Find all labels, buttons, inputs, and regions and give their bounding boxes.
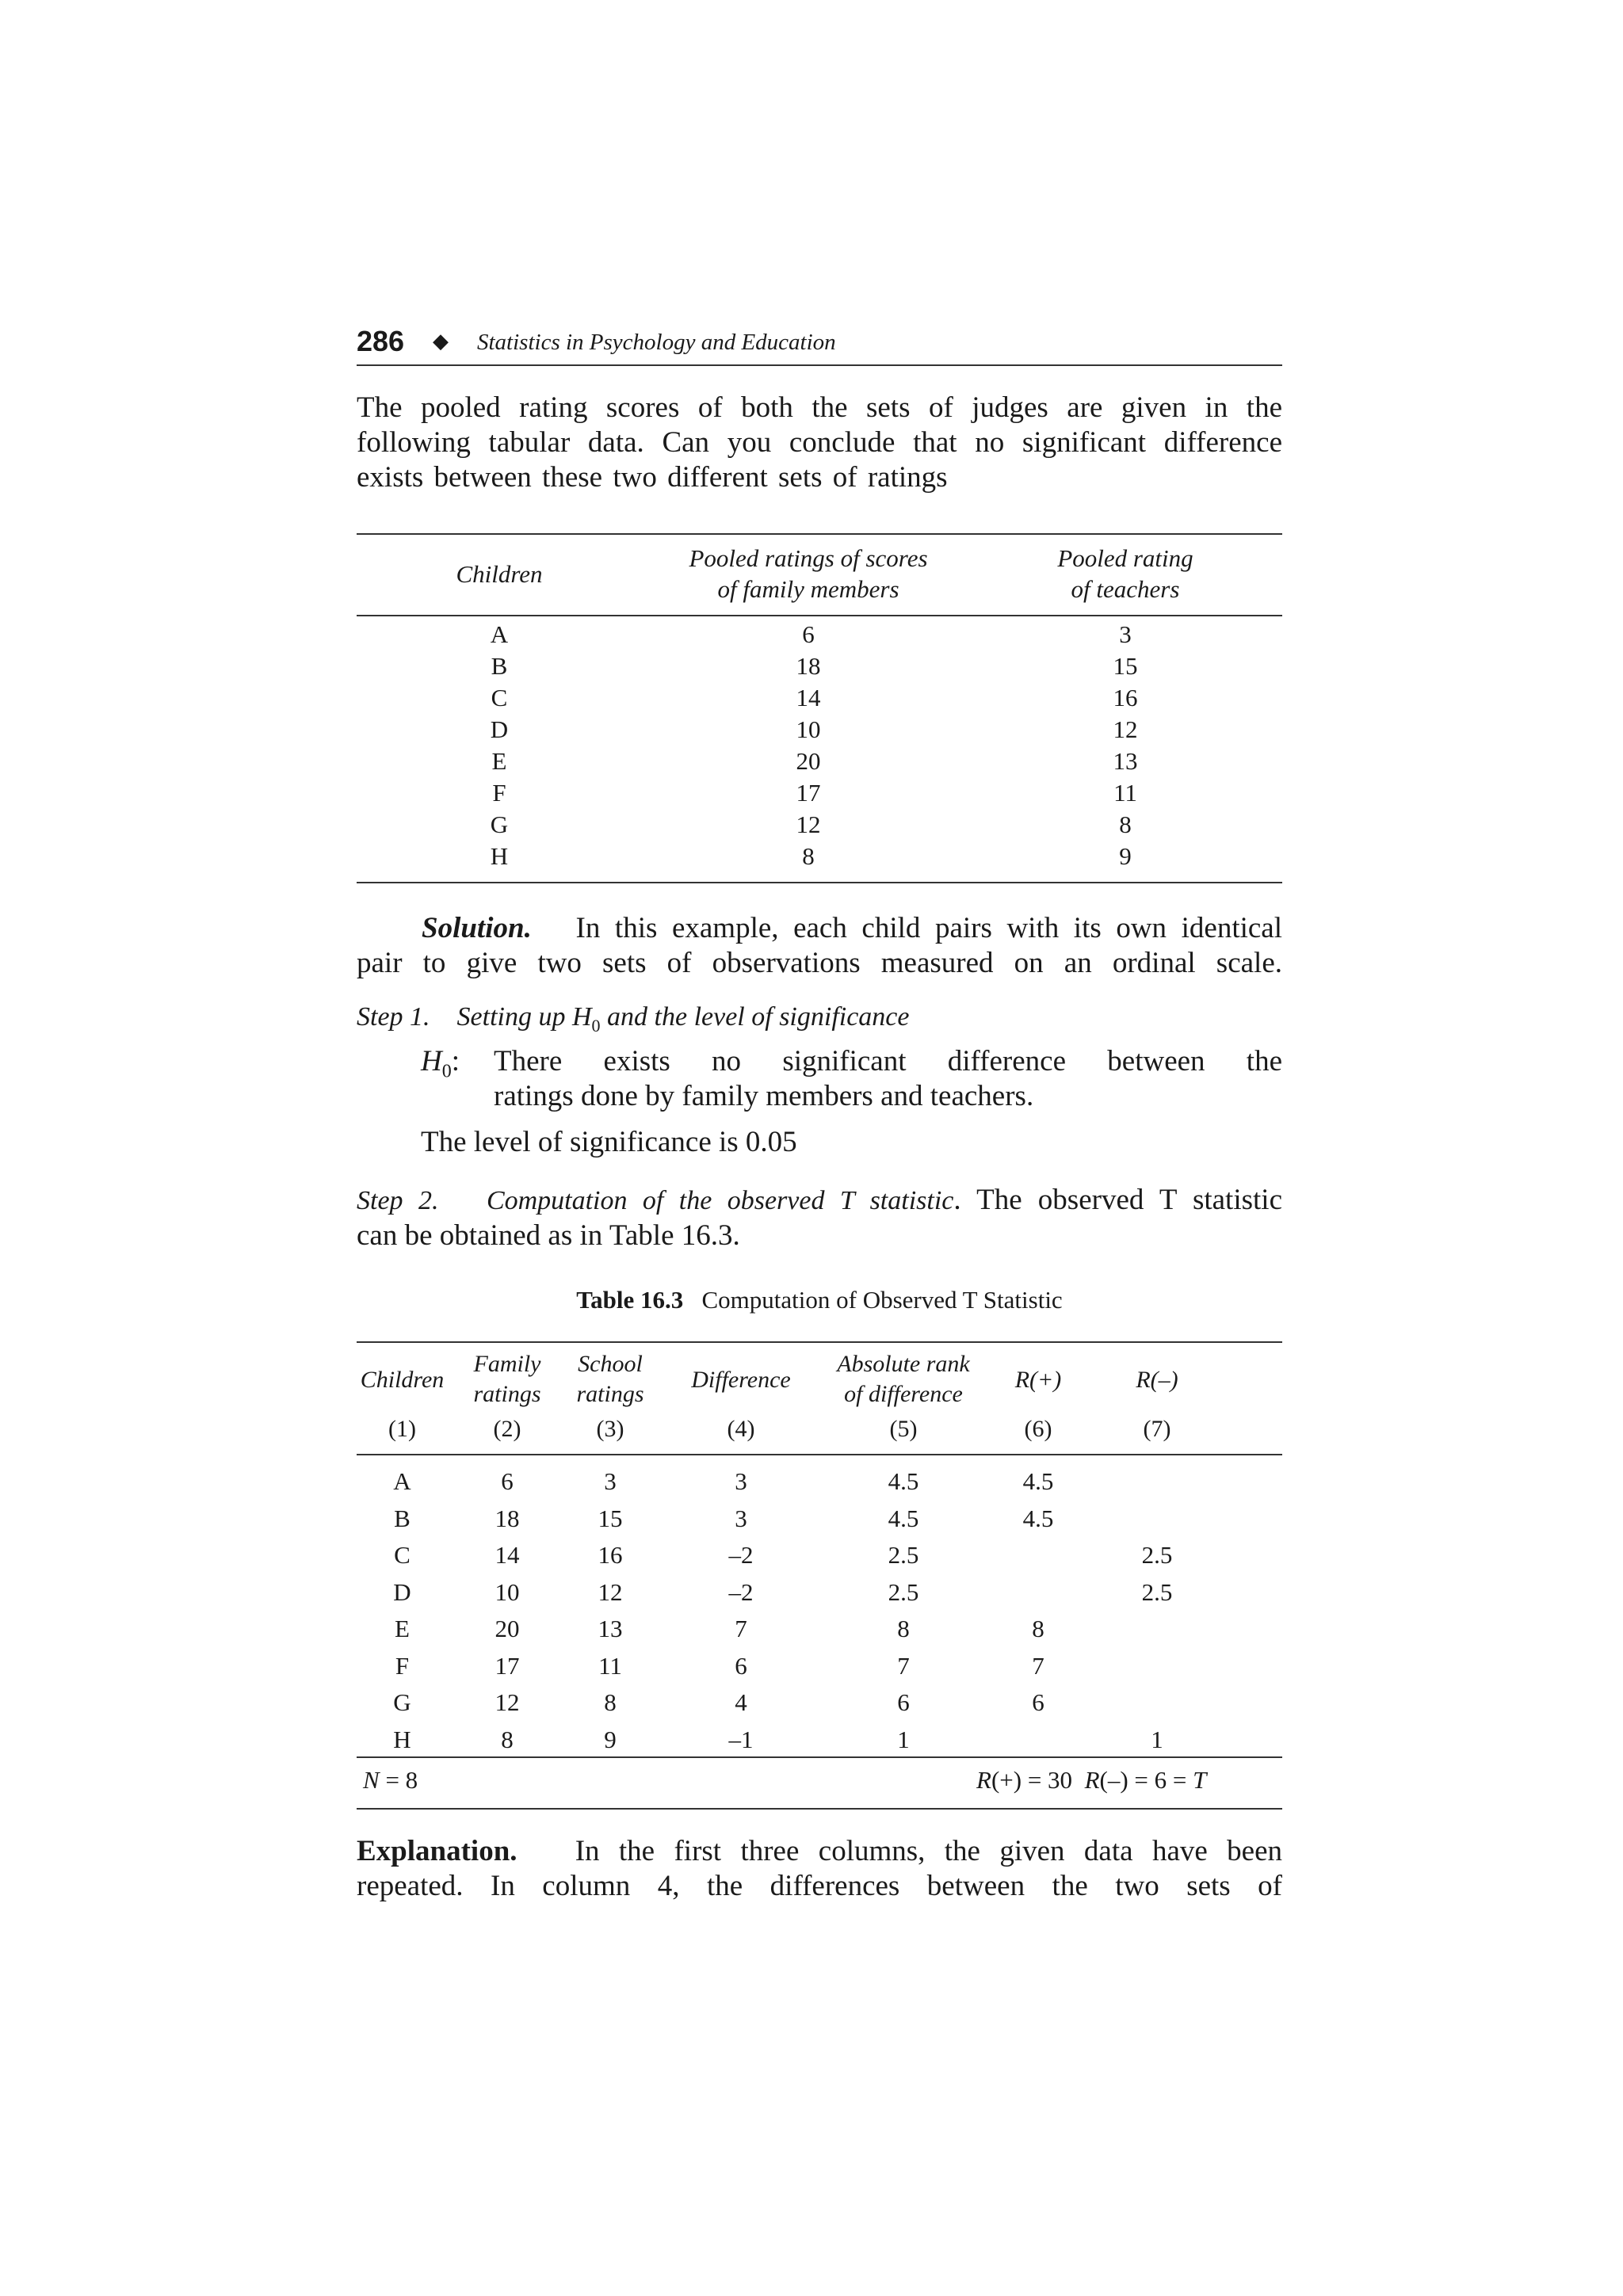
cell-teachers: 12 (1113, 715, 1138, 743)
cell-school: 3 (604, 1467, 617, 1495)
cell-child: F (395, 1651, 410, 1680)
step2-label: Step 2. (357, 1186, 439, 1215)
cell-teachers: 16 (1113, 684, 1138, 711)
header-family-line2: of family members (717, 575, 899, 603)
cell-family: 20 (796, 747, 821, 775)
explanation-line (357, 1834, 1282, 1869)
table-row (357, 1463, 1282, 1500)
cell-teachers: 9 (1119, 842, 1132, 870)
col-number: (1) (388, 1416, 416, 1442)
h0-var: H (421, 1045, 442, 1077)
cell-child: D (393, 1577, 411, 1606)
cell-family: 14 (796, 684, 821, 711)
table-row (357, 1722, 1282, 1758)
cell-rminus: 2.5 (1141, 1577, 1173, 1606)
col-number: (7) (1143, 1416, 1171, 1442)
step1-heading-text: Setting up (456, 1002, 566, 1032)
cell-family: 6 (501, 1467, 514, 1495)
step1-heading-text: and the level of significance (607, 1002, 910, 1032)
cell-family: 6 (802, 620, 815, 648)
n-variable: N (363, 1766, 380, 1794)
page-number: 286 (357, 325, 405, 357)
cell-family: 8 (802, 842, 815, 870)
cell-family: 10 (495, 1577, 520, 1606)
cell-rank: 2.5 (888, 1541, 919, 1569)
cell-rplus: 8 (1032, 1615, 1044, 1642)
cell-child: F (492, 779, 506, 807)
cell-family: 18 (796, 652, 821, 680)
table-row (357, 650, 1282, 682)
table-header (357, 1343, 1282, 1455)
cell-rank: 7 (897, 1651, 910, 1680)
header-difference: Difference (691, 1367, 791, 1393)
solution-line (357, 911, 1282, 946)
cell-diff: 3 (735, 1467, 747, 1495)
diamond-icon: ◆ (433, 330, 449, 353)
step2-paragraph (357, 1183, 1282, 1253)
cell-school: 9 (604, 1725, 617, 1753)
cell-family: 12 (796, 810, 821, 838)
header-rank-line2: of difference (844, 1381, 963, 1407)
h0-line: There exists no significant difference between the (494, 1045, 1282, 1077)
h0-label (421, 1044, 460, 1089)
table-row (357, 746, 1282, 777)
col-number: (3) (596, 1416, 624, 1442)
header-teachers-line2: of teachers (1071, 575, 1180, 603)
explanation-paragraph (357, 1834, 1282, 1904)
book-title: Statistics in Psychology and Education (477, 330, 836, 355)
h0-line: ratings done by family members and teachers. (494, 1080, 1034, 1112)
step2-line: can be obtained as in Table 16.3. (357, 1219, 740, 1252)
cell-rank: 4.5 (888, 1467, 919, 1495)
cell-family: 18 (495, 1504, 520, 1532)
solution-line: pair to give two sets of observations measured on an ordinal scale. (357, 947, 1282, 979)
cell-rminus: 1 (1151, 1725, 1163, 1753)
cell-school: 11 (598, 1651, 622, 1680)
col-number: (5) (889, 1416, 918, 1442)
cell-child: H (393, 1725, 411, 1753)
header-r-minus: R(–) (1136, 1367, 1178, 1393)
cell-diff: –2 (728, 1541, 754, 1569)
r-variable: R (1084, 1766, 1100, 1794)
header-children: Children (456, 560, 543, 588)
cell-child: C (394, 1541, 411, 1569)
footer-rule (357, 1756, 1282, 1758)
t-variable: T (1193, 1766, 1207, 1794)
cell-child: E (395, 1615, 410, 1642)
solution-text: In this example, each child pairs with its own identical (575, 912, 1283, 944)
cell-child: G (490, 810, 509, 838)
cell-child: H (490, 842, 509, 870)
cell-rplus: 4.5 (1022, 1467, 1054, 1495)
header-rank-line1: Absolute rank (837, 1351, 970, 1377)
table-row (357, 841, 1282, 872)
cell-child: B (491, 652, 508, 680)
header-family-line2: ratings (473, 1381, 541, 1407)
cell-rank: 1 (897, 1725, 910, 1753)
cell-rank: 4.5 (888, 1504, 919, 1532)
cell-rplus: 6 (1032, 1688, 1044, 1716)
cell-teachers: 3 (1119, 620, 1132, 648)
cell-rank: 6 (897, 1688, 910, 1716)
table-row (357, 619, 1282, 650)
cell-rplus: 4.5 (1022, 1504, 1054, 1532)
cell-child: C (491, 684, 508, 711)
step2-line (357, 1183, 1282, 1219)
col-number: (2) (493, 1416, 521, 1442)
cell-child: A (490, 620, 509, 648)
header-school-line2: ratings (576, 1381, 644, 1407)
cell-diff: 7 (735, 1615, 747, 1642)
r-plus-sum: (+) = 30 (991, 1766, 1073, 1794)
cell-child: D (490, 715, 509, 743)
footer-sums (976, 1763, 1206, 1798)
step2-heading: Computation of the observed T statistic (486, 1186, 954, 1215)
header-children: Children (360, 1367, 445, 1393)
cell-diff: 3 (735, 1504, 747, 1532)
intro-line: following tabular data. Can you conclude that no significant difference (357, 426, 1282, 459)
cell-teachers: 11 (1113, 779, 1137, 807)
explanation-label: Explanation. (357, 1835, 517, 1867)
step1-label: Step 1. (357, 1002, 430, 1032)
table-row (357, 1501, 1282, 1537)
table-row (357, 1684, 1282, 1721)
header-teachers-line1: Pooled rating (1057, 544, 1193, 572)
running-header (357, 320, 1282, 366)
intro-paragraph (357, 391, 1282, 495)
cell-teachers: 15 (1113, 652, 1138, 680)
header-family-line1: Pooled ratings of scores (689, 544, 928, 572)
table-caption-text: Computation of Observed T Statistic (701, 1286, 1063, 1314)
cell-family: 17 (495, 1651, 520, 1680)
step2-text: . The observed T statistic (953, 1184, 1282, 1216)
cell-family: 17 (796, 779, 821, 807)
h0-sub: 0 (441, 1061, 452, 1082)
cell-diff: –2 (728, 1577, 754, 1606)
cell-school: 13 (598, 1615, 623, 1642)
cell-school: 16 (598, 1541, 623, 1569)
table-row (357, 1648, 1282, 1684)
solution-label: Solution. (422, 912, 532, 944)
col-number: (6) (1024, 1416, 1052, 1442)
h-variable: H (571, 1002, 592, 1032)
table-row (357, 777, 1282, 809)
cell-rank: 2.5 (888, 1577, 919, 1606)
table-header (357, 535, 1282, 616)
r-variable: R (976, 1766, 991, 1794)
header-school-line1: School (578, 1351, 643, 1377)
cell-school: 12 (598, 1577, 623, 1606)
cell-teachers: 8 (1119, 810, 1132, 838)
table-caption (357, 1286, 1282, 1314)
cell-teachers: 13 (1113, 747, 1138, 775)
n-value: = 8 (379, 1766, 418, 1794)
table-row (357, 809, 1282, 841)
table-row (357, 714, 1282, 746)
step1-heading (357, 1000, 1282, 1043)
cell-rank: 8 (897, 1615, 910, 1642)
cell-rminus: 2.5 (1141, 1541, 1173, 1569)
cell-diff: 4 (735, 1688, 747, 1716)
cell-rplus: 7 (1032, 1651, 1044, 1680)
t-statistic-table (357, 1341, 1282, 1810)
cell-child: G (393, 1688, 411, 1716)
cell-child: E (491, 747, 507, 775)
intro-line: exists between these two different sets of ratings (357, 461, 948, 494)
explanation-text: In the first three columns, the given data have been (575, 1835, 1283, 1867)
table-row (357, 682, 1282, 714)
solution-paragraph (357, 911, 1282, 981)
cell-child: A (393, 1467, 411, 1495)
pooled-ratings-table (357, 533, 1282, 883)
explanation-line: repeated. In column 4, the differences between the two sets of (357, 1870, 1282, 1902)
col-number: (4) (727, 1416, 755, 1442)
significance-level: The level of significance is 0.05 (421, 1126, 797, 1158)
cell-school: 8 (604, 1688, 617, 1716)
cell-diff: 6 (735, 1651, 747, 1680)
table-caption-label: Table 16.3 (576, 1286, 684, 1314)
r-minus-sum: (–) = 6 = (1099, 1766, 1193, 1794)
cell-family: 10 (796, 715, 821, 743)
cell-diff: –1 (728, 1725, 754, 1753)
cell-family: 14 (495, 1541, 520, 1569)
cell-family: 8 (501, 1725, 514, 1753)
table-row (357, 1611, 1282, 1647)
table-row (357, 1537, 1282, 1573)
h0-colon: : (451, 1045, 460, 1077)
header-r-plus: R(+) (1014, 1367, 1062, 1393)
intro-line: The pooled rating scores of both the sets of judges are given in the (357, 391, 1282, 424)
footer-n (363, 1763, 418, 1798)
table-row (357, 1574, 1282, 1611)
h-subscript: 0 (591, 1015, 601, 1035)
cell-school: 15 (598, 1504, 623, 1532)
cell-child: B (394, 1504, 411, 1532)
header-family-line1: Family (473, 1351, 541, 1377)
cell-family: 20 (495, 1615, 520, 1642)
cell-family: 12 (495, 1688, 520, 1716)
